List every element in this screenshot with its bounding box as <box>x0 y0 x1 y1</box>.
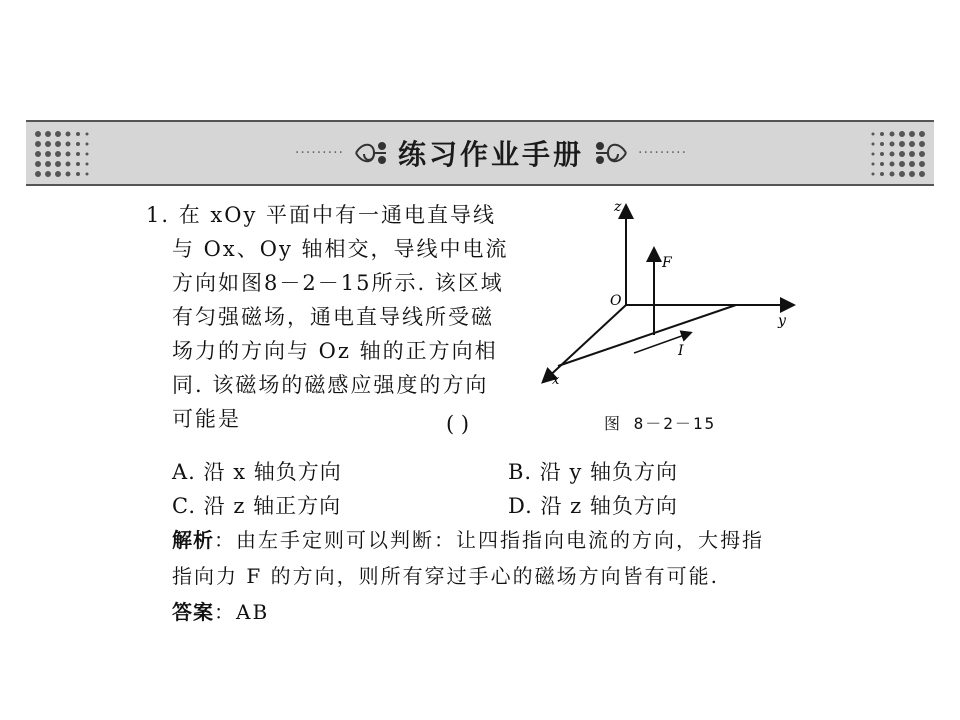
answer-line <box>172 594 812 630</box>
coordinate-figure <box>530 195 800 395</box>
option-d: D. 沿 z 轴负方向 <box>508 494 678 518</box>
axis-y-label: y <box>778 313 786 329</box>
force-label: F <box>662 255 672 271</box>
option-c: C. 沿 z 轴正方向 <box>172 494 342 518</box>
axis-x-label: x <box>552 373 560 388</box>
banner-title: 练习作业手册 <box>397 138 584 171</box>
question-line: 可能是 <box>172 407 241 431</box>
banner-title-group <box>276 122 706 184</box>
scroll-ornament-right-icon <box>592 138 630 168</box>
question-line: 与 Ox、Oy 轴相交，导线中电流 <box>172 237 509 261</box>
dot-pattern-right <box>868 128 928 180</box>
question-line: 1. 在 xOy 平面中有一通电直导线 <box>146 203 496 227</box>
option-a: A. 沿 x 轴负方向 <box>172 460 342 484</box>
question-line: 有匀强磁场，通电直导线所受磁 <box>172 305 494 329</box>
wire <box>558 305 736 366</box>
answer-value: ：AB <box>214 600 270 624</box>
answer-bracket: ( ) <box>446 412 470 436</box>
question-line: 方向如图8－2－15所示. 该区域 <box>172 271 504 295</box>
analysis-line-1 <box>172 522 812 558</box>
x-axis <box>544 305 626 381</box>
dotted-rule-left: ········· <box>294 145 344 161</box>
current-label: I <box>678 343 684 359</box>
question-line: 场力的方向与 Oz 轴的正方向相 <box>172 339 498 363</box>
analysis-section <box>172 522 812 630</box>
option-b: B. 沿 y 轴负方向 <box>508 460 678 484</box>
question-line: 同. 该磁场的磁感应强度的方向 <box>172 373 489 397</box>
answer-label: 答案 <box>172 600 214 624</box>
analysis-text-2: 指向力 F 的方向，则所有穿过手心的磁场方向皆有可能. <box>172 564 719 588</box>
dotted-rule-right: ········· <box>638 145 688 161</box>
question-text <box>146 198 531 436</box>
scroll-ornament-left-icon <box>352 138 390 168</box>
header-banner <box>26 120 934 186</box>
origin-label: O <box>610 293 622 309</box>
figure-caption: 图 8－2－15 <box>604 414 717 433</box>
analysis-label: 解析 <box>172 528 214 552</box>
analysis-text-1: ：由左手定则可以判断：让四指指向电流的方向，大拇指 <box>214 528 764 552</box>
dot-pattern-left <box>32 128 92 180</box>
axis-z-label: z <box>614 199 622 215</box>
